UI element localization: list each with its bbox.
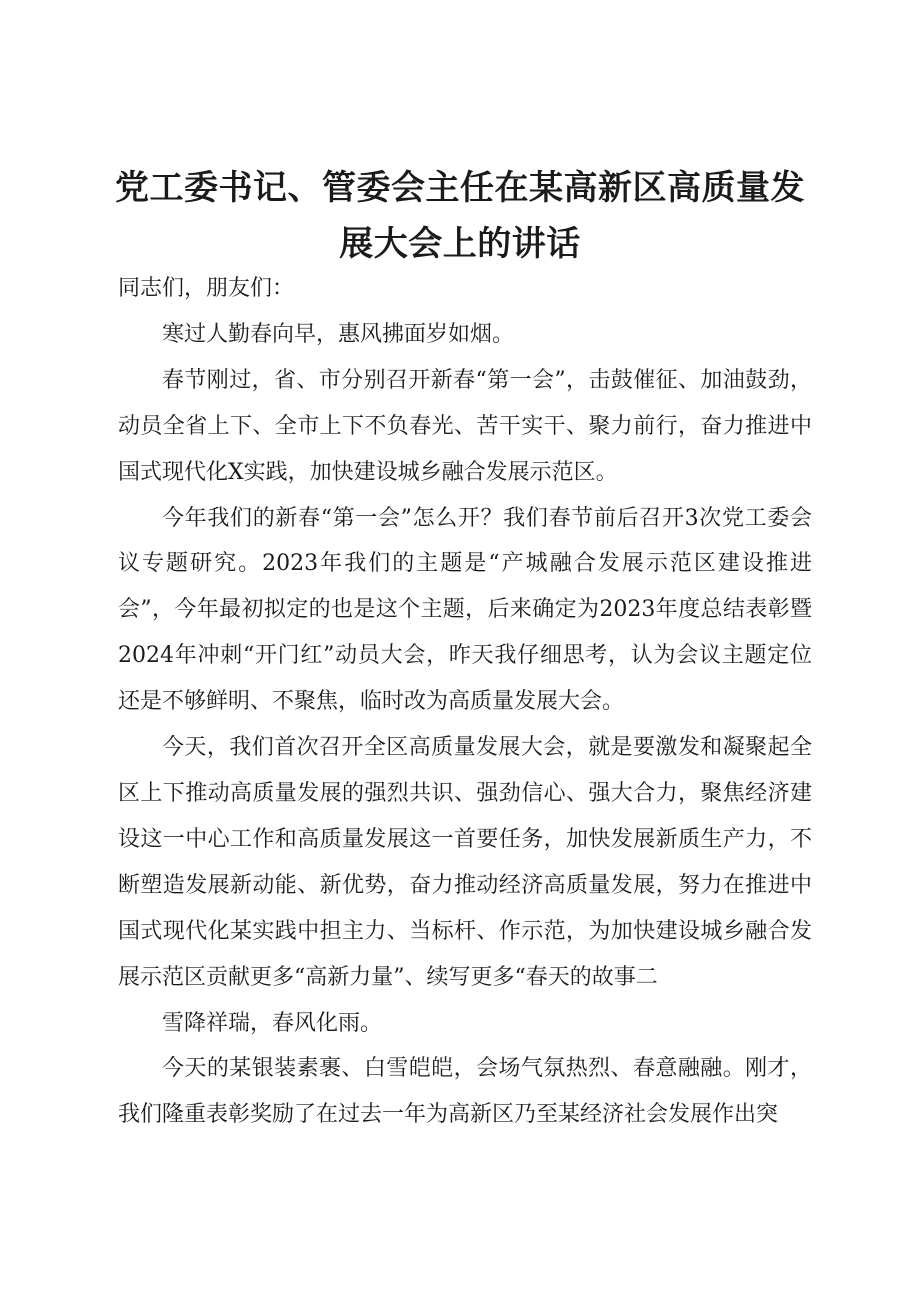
- paragraph-3: 今年我们的新春“第一会”怎么开？我们春节前后召开3次党工委会议专题研究。2023年我们的主题是“产城融合发展示范区建设推进会”，今年最初拟定的也是这个主题，后来确定为2023年度总结表彰暨2024年冲刺“开门红”动员大会，昨天我仔细思考，认为会议主题定位还是不够鲜明、不聚焦，临时改为高质量发展大会。: [118, 505, 812, 715]
- document-body: [118, 266, 812, 1138]
- paragraph-4: 今天，我们首次召开全区高质量发展大会，就是要激发和凝聚起全区上下推动高质量发展的强烈共识、强劲信心、强大合力，聚焦经济建设这一中心工作和高质量发展这一首要任务，加快发展新质生产力，不断塑造发展新动能、新优势，奋力推动经济高质量发展，努力在推进中国式现代化某实践中担主力、当标杆、作示范，为加快建设城乡融合发展示范区贡献更多“高新力量”、续写更多“春天的故事二: [118, 735, 812, 990]
- title-line-2: 展大会上的讲话: [339, 224, 581, 264]
- salutation: 同志们，朋友们：: [118, 276, 295, 301]
- paragraph-1: 寒过人勤春向早，惠风拂面岁如烟。: [162, 321, 515, 347]
- paragraph-6: 今天的某银装素裹、白雪皑皑，会场气氛热烈、春意融融。刚才，我们隆重表彰奖励了在过去一年为高新区乃至某经济社会发展作出突: [118, 1056, 812, 1128]
- paragraph-2: 春节刚过，省、市分别召开新春“第一会”，击鼓催征、加油鼓劲，动员全省上下、全市上下不负春光、苦干实干、聚力前行，奋力推进中国式现代化X实践，加快建设城乡融合发展示范区。: [118, 367, 812, 485]
- title-line-1: 党工委书记、管委会主任在某高新区高质量发: [115, 168, 805, 208]
- paragraph-5: 雪降祥瑞，春风化雨。: [162, 1010, 383, 1036]
- document-title: [100, 160, 820, 272]
